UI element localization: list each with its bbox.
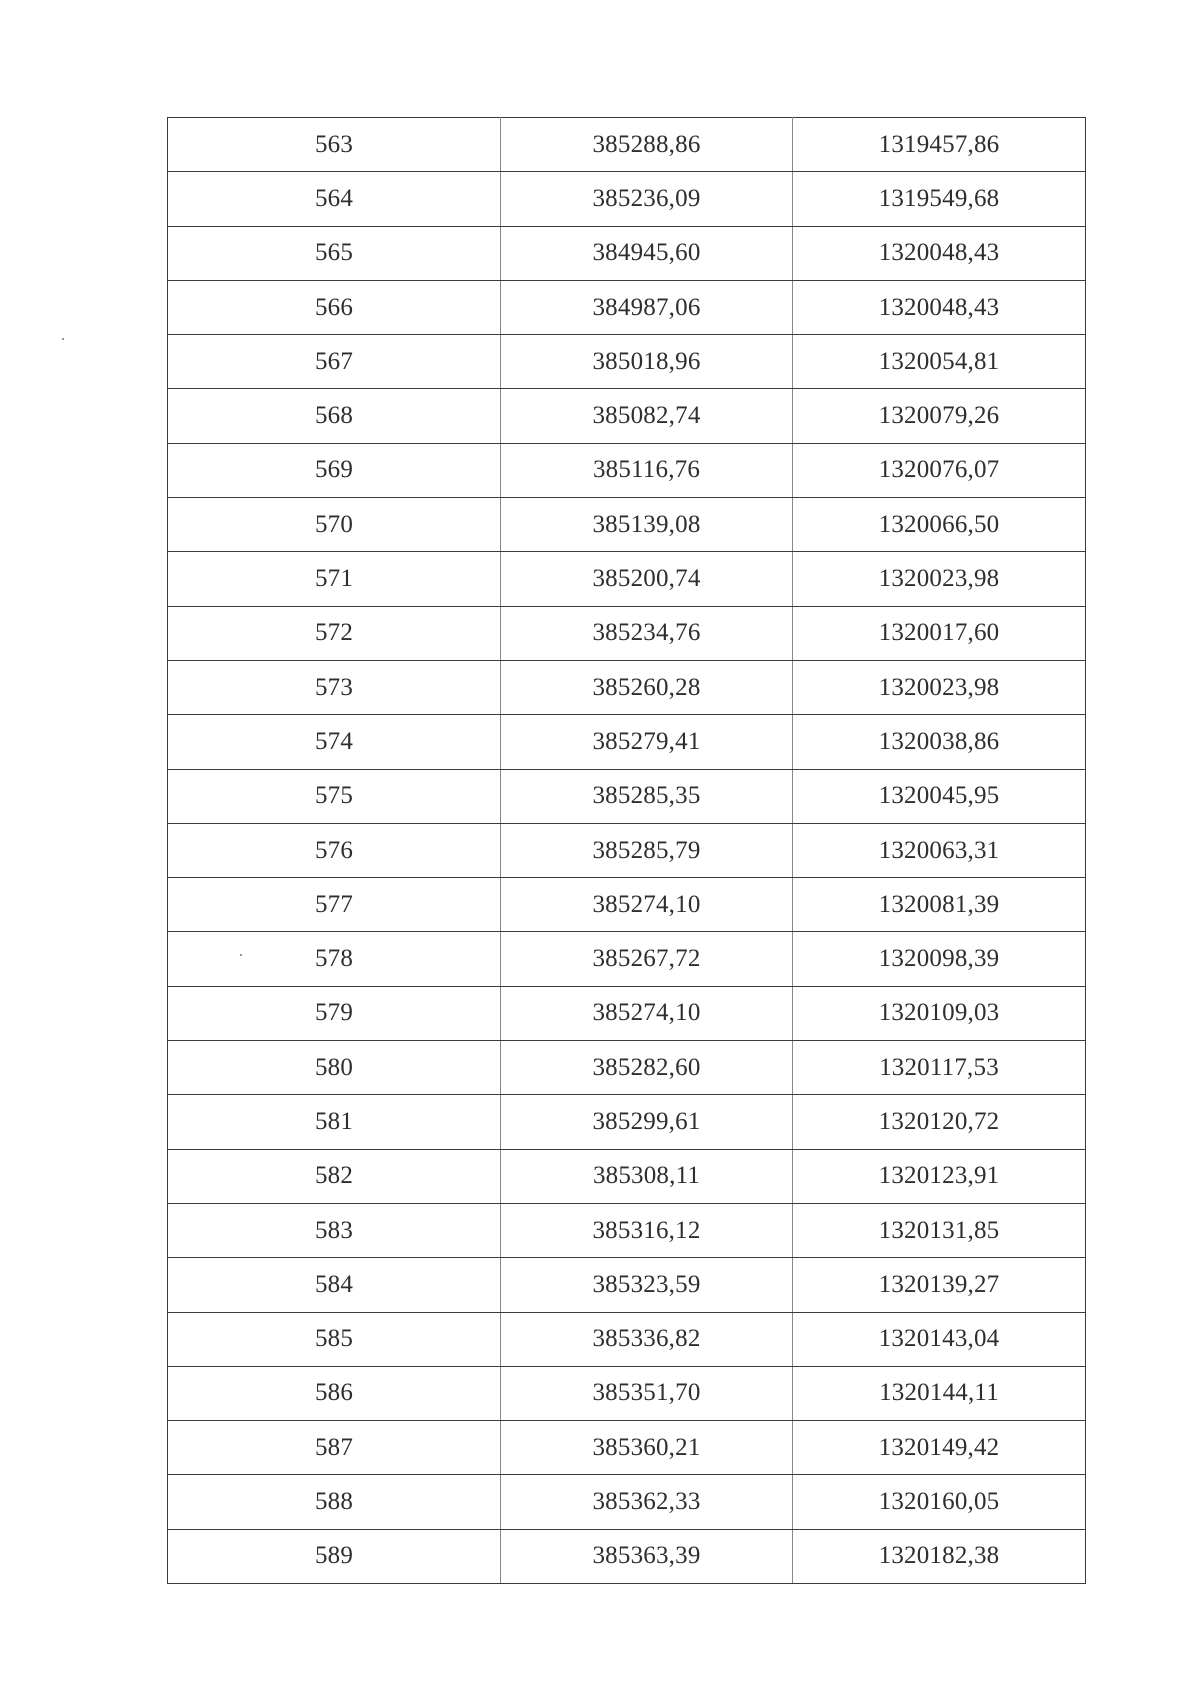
x-coordinate-cell: 385285,35 <box>501 769 793 823</box>
x-coordinate-cell: 385323,59 <box>501 1258 793 1312</box>
table-row <box>168 932 1086 986</box>
y-coordinate-cell: 1320182,38 <box>793 1529 1086 1583</box>
point-number-cell: 575 <box>168 769 501 823</box>
x-coordinate-cell: 385299,61 <box>501 1095 793 1149</box>
table-row <box>168 823 1086 877</box>
x-coordinate-cell: 385279,41 <box>501 715 793 769</box>
x-coordinate-cell: 385267,72 <box>501 932 793 986</box>
y-coordinate-cell: 1320048,43 <box>793 280 1086 334</box>
x-coordinate-cell: 385236,09 <box>501 172 793 226</box>
y-coordinate-cell: 1320120,72 <box>793 1095 1086 1149</box>
point-number-cell: 580 <box>168 1041 501 1095</box>
y-coordinate-cell: 1320139,27 <box>793 1258 1086 1312</box>
x-coordinate-cell: 385234,76 <box>501 606 793 660</box>
table-row <box>168 1312 1086 1366</box>
table-row <box>168 118 1086 172</box>
y-coordinate-cell: 1320149,42 <box>793 1421 1086 1475</box>
point-number-cell: 566 <box>168 280 501 334</box>
y-coordinate-cell: 1320023,98 <box>793 660 1086 714</box>
y-coordinate-cell: 1320143,04 <box>793 1312 1086 1366</box>
x-coordinate-cell: 385274,10 <box>501 986 793 1040</box>
table-row <box>168 1366 1086 1420</box>
point-number-cell: 573 <box>168 660 501 714</box>
point-number-cell: 579 <box>168 986 501 1040</box>
point-number-cell: 570 <box>168 498 501 552</box>
table-row <box>168 878 1086 932</box>
point-number-cell: 583 <box>168 1203 501 1257</box>
table-row <box>168 1203 1086 1257</box>
point-number-cell: 587 <box>168 1421 501 1475</box>
x-coordinate-cell: 385316,12 <box>501 1203 793 1257</box>
table-row <box>168 986 1086 1040</box>
table-row <box>168 1149 1086 1203</box>
x-coordinate-cell: 385351,70 <box>501 1366 793 1420</box>
y-coordinate-cell: 1320023,98 <box>793 552 1086 606</box>
y-coordinate-cell: 1319457,86 <box>793 118 1086 172</box>
x-coordinate-cell: 385362,33 <box>501 1475 793 1529</box>
table-row <box>168 1475 1086 1529</box>
table-row <box>168 1421 1086 1475</box>
table-row <box>168 498 1086 552</box>
y-coordinate-cell: 1320109,03 <box>793 986 1086 1040</box>
y-coordinate-cell: 1320076,07 <box>793 443 1086 497</box>
point-number-cell: 565 <box>168 226 501 280</box>
y-coordinate-cell: 1320123,91 <box>793 1149 1086 1203</box>
table-row <box>168 606 1086 660</box>
scan-speck <box>62 338 64 340</box>
point-number-cell: 576 <box>168 823 501 877</box>
coordinates-table <box>167 117 1086 1584</box>
x-coordinate-cell: 385139,08 <box>501 498 793 552</box>
x-coordinate-cell: 385288,86 <box>501 118 793 172</box>
x-coordinate-cell: 385260,28 <box>501 660 793 714</box>
table-row <box>168 660 1086 714</box>
y-coordinate-cell: 1320017,60 <box>793 606 1086 660</box>
point-number-cell: 563 <box>168 118 501 172</box>
x-coordinate-cell: 385082,74 <box>501 389 793 443</box>
table-row <box>168 1095 1086 1149</box>
y-coordinate-cell: 1320054,81 <box>793 335 1086 389</box>
point-number-cell: 586 <box>168 1366 501 1420</box>
table-row <box>168 172 1086 226</box>
x-coordinate-cell: 385116,76 <box>501 443 793 497</box>
x-coordinate-cell: 385282,60 <box>501 1041 793 1095</box>
y-coordinate-cell: 1320144,11 <box>793 1366 1086 1420</box>
table-row <box>168 769 1086 823</box>
y-coordinate-cell: 1320081,39 <box>793 878 1086 932</box>
point-number-cell: 572 <box>168 606 501 660</box>
y-coordinate-cell: 1320160,05 <box>793 1475 1086 1529</box>
y-coordinate-cell: 1320066,50 <box>793 498 1086 552</box>
x-coordinate-cell: 385360,21 <box>501 1421 793 1475</box>
point-number-cell: 564 <box>168 172 501 226</box>
x-coordinate-cell: 385308,11 <box>501 1149 793 1203</box>
x-coordinate-cell: 385336,82 <box>501 1312 793 1366</box>
x-coordinate-cell: 385285,79 <box>501 823 793 877</box>
x-coordinate-cell: 385363,39 <box>501 1529 793 1583</box>
point-number-cell: 574 <box>168 715 501 769</box>
table-row <box>168 389 1086 443</box>
point-number-cell: 578 <box>168 932 501 986</box>
x-coordinate-cell: 384987,06 <box>501 280 793 334</box>
point-number-cell: 577 <box>168 878 501 932</box>
table-row <box>168 1529 1086 1583</box>
y-coordinate-cell: 1320079,26 <box>793 389 1086 443</box>
point-number-cell: 581 <box>168 1095 501 1149</box>
y-coordinate-cell: 1320117,53 <box>793 1041 1086 1095</box>
table-row <box>168 1041 1086 1095</box>
table-row <box>168 552 1086 606</box>
point-number-cell: 569 <box>168 443 501 497</box>
x-coordinate-cell: 385200,74 <box>501 552 793 606</box>
y-coordinate-cell: 1320048,43 <box>793 226 1086 280</box>
y-coordinate-cell: 1320131,85 <box>793 1203 1086 1257</box>
table-row <box>168 335 1086 389</box>
table-row <box>168 1258 1086 1312</box>
table-row <box>168 280 1086 334</box>
table-row <box>168 715 1086 769</box>
point-number-cell: 571 <box>168 552 501 606</box>
y-coordinate-cell: 1320063,31 <box>793 823 1086 877</box>
y-coordinate-cell: 1320038,86 <box>793 715 1086 769</box>
point-number-cell: 589 <box>168 1529 501 1583</box>
x-coordinate-cell: 384945,60 <box>501 226 793 280</box>
y-coordinate-cell: 1320098,39 <box>793 932 1086 986</box>
x-coordinate-cell: 385018,96 <box>501 335 793 389</box>
table-row <box>168 443 1086 497</box>
table-row <box>168 226 1086 280</box>
y-coordinate-cell: 1320045,95 <box>793 769 1086 823</box>
point-number-cell: 568 <box>168 389 501 443</box>
y-coordinate-cell: 1319549,68 <box>793 172 1086 226</box>
point-number-cell: 585 <box>168 1312 501 1366</box>
coordinates-table-body <box>168 118 1086 1584</box>
point-number-cell: 584 <box>168 1258 501 1312</box>
point-number-cell: 582 <box>168 1149 501 1203</box>
point-number-cell: 588 <box>168 1475 501 1529</box>
point-number-cell: 567 <box>168 335 501 389</box>
x-coordinate-cell: 385274,10 <box>501 878 793 932</box>
